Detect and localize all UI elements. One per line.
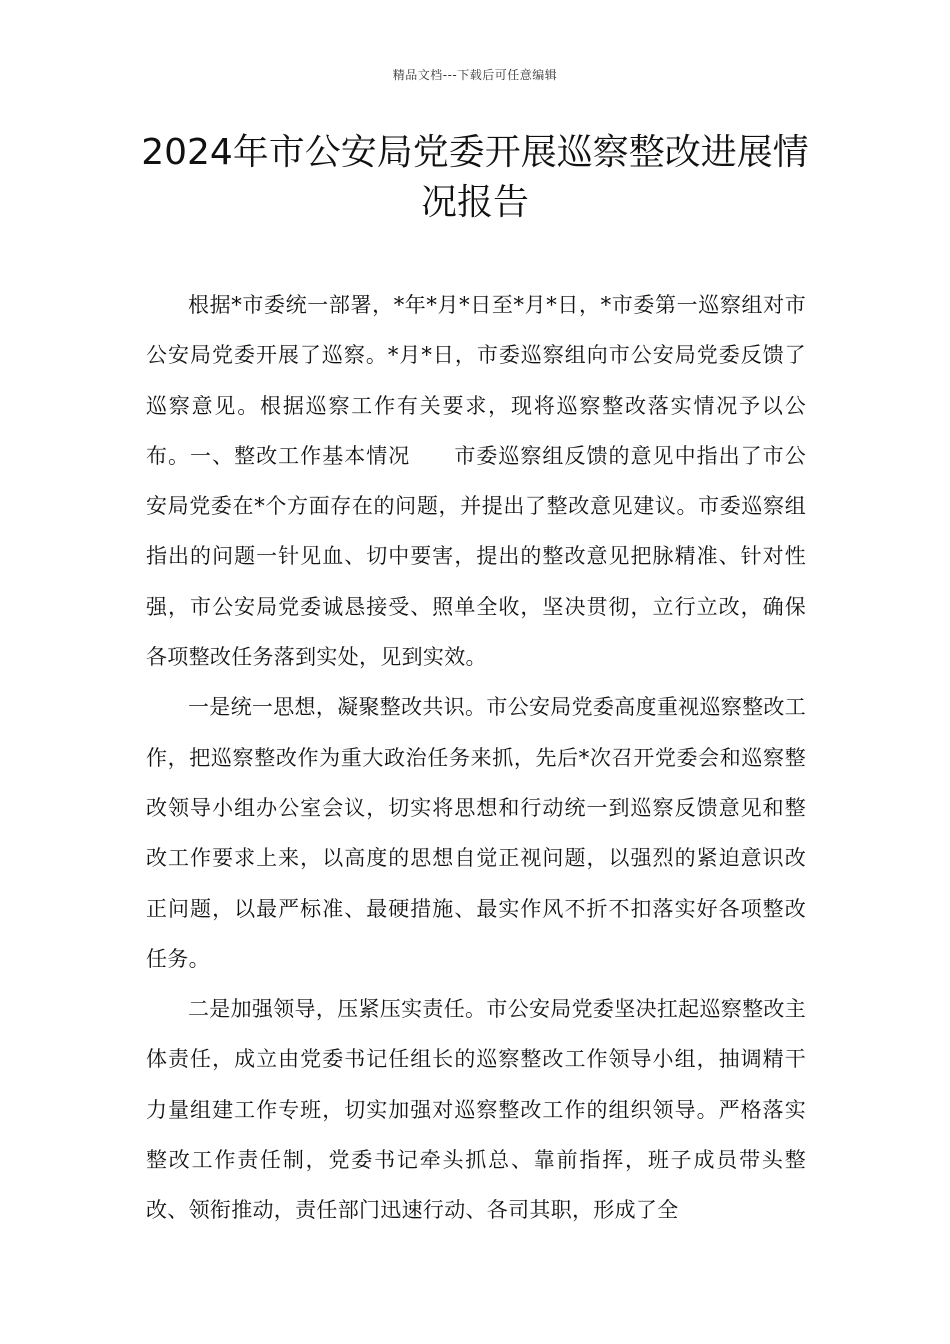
paragraph-strengthen-leadership: 二是加强领导，压紧压实责任。市公安局党委坚决扛起巡察整改主体责任，成立由党委书记任组长的巡察整改工作领导小组，抽调精干力量组建工作专班，切实加强对巡察整改工作的组织领导。严格落实整改工作责任制，党委书记牵头抓总、靠前指挥，班子成员带头整改、领衔推动，责任部门迅速行动、各司其职，形成了全 (146, 997, 806, 1223)
header-note: 精品文档---下载后可任意编辑 (392, 68, 558, 82)
paragraph-unify-thinking: 一是统一思想，凝聚整改共识。市公安局党委高度重视巡察整改工作，把巡察整改作为重大政治任务来抓，先后*次召开党委会和巡察整改领导小组办公室会议，切实将思想和行动统一到巡察反馈意见和整改工作要求上来，以高度的思想自觉正视问题，以强烈的紧迫意识改正问题，以最严标准、最硬措施、最实作风不折不扣落实好各项整改任务。 (146, 695, 806, 971)
document-body (146, 280, 806, 1236)
paragraph-intro: 根据*市委统一部署，*年*月*日至*月*日，*市委第一巡察组对市公安局党委开展了巡察。*月*日，市委巡察组向市公安局党委反馈了巡察意见。根据巡察工作有关要求，现将巡察整改落实情况予以公布。一、整改工作基本情况 市委巡察组反馈的意见中指出了市公安局党委在*个方面存在的问题，并提出了整改意见建议。市委巡察组指出的问题一针见血、切中要害，提出的整改意见把脉精准、针对性强，市公安局党委诚恳接受、照单全收，坚决贯彻，立行立改，确保各项整改任务落到实处，见到实效。 (146, 293, 806, 670)
document-title: 2024年市公安局党委开展巡察整改进展情况报告 (141, 132, 809, 223)
